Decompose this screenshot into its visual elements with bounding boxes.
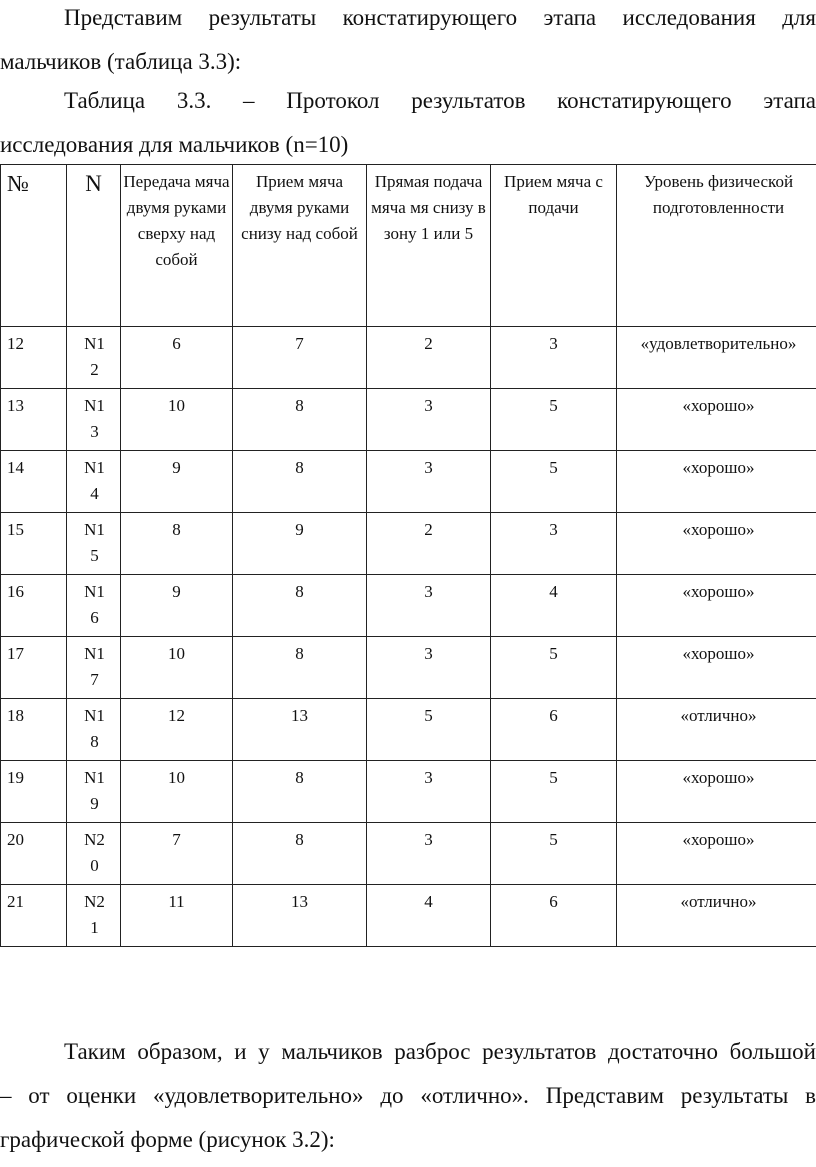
cell-receive-serve: 3 (491, 327, 617, 389)
cell-serve: 4 (367, 885, 491, 947)
cell-no: 13 (1, 389, 67, 451)
header-pass: Передача мяча двумя руками сверху над собой (121, 165, 233, 327)
cell-receive-serve: 5 (491, 451, 617, 513)
table-row (1, 885, 816, 947)
cell-serve: 2 (367, 327, 491, 389)
cell-receive-serve: 5 (491, 389, 617, 451)
cell-pass: 9 (121, 451, 233, 513)
cell-pass: 7 (121, 823, 233, 885)
header-level: Уровень физической подготовленности (617, 165, 816, 327)
intro-line-2: мальчиков (таблица 3.3): (0, 49, 242, 74)
cell-level: «хорошо» (617, 513, 816, 575)
intro-paragraph (0, 0, 816, 84)
header-serve: Прямая подача мяча мя снизу в зону 1 или 5 (367, 165, 491, 327)
cell-receive: 8 (233, 389, 367, 451)
caption-line-1: Таблица 3.3. – Протокол результатов констатирующего этапа (64, 88, 816, 113)
cell-receive-serve: 3 (491, 513, 617, 575)
table-row (1, 637, 816, 699)
cell-code: N16 (67, 575, 121, 637)
cell-no: 19 (1, 761, 67, 823)
table-row (1, 575, 816, 637)
cell-receive: 8 (233, 451, 367, 513)
cell-level: «хорошо» (617, 761, 816, 823)
results-table (0, 164, 816, 947)
cell-pass: 10 (121, 637, 233, 699)
table-body (1, 327, 816, 947)
header-receive-serve: Прием мяча с подачи (491, 165, 617, 327)
cell-serve: 3 (367, 761, 491, 823)
cell-level: «хорошо» (617, 575, 816, 637)
cell-code: N15 (67, 513, 121, 575)
cell-code: N14 (67, 451, 121, 513)
cell-level: «отлично» (617, 885, 816, 947)
cell-code: N21 (67, 885, 121, 947)
cell-code: N17 (67, 637, 121, 699)
header-no: № (1, 165, 67, 327)
cell-serve: 3 (367, 451, 491, 513)
cell-no: 16 (1, 575, 67, 637)
cell-no: 18 (1, 699, 67, 761)
conclusion-paragraph (0, 1030, 816, 1162)
cell-level: «хорошо» (617, 823, 816, 885)
cell-receive: 9 (233, 513, 367, 575)
cell-receive: 13 (233, 885, 367, 947)
cell-level: «удовлетворительно» (617, 327, 816, 389)
cell-receive-serve: 4 (491, 575, 617, 637)
cell-receive-serve: 6 (491, 885, 617, 947)
cell-receive-serve: 5 (491, 761, 617, 823)
cell-no: 14 (1, 451, 67, 513)
cell-code: N13 (67, 389, 121, 451)
cell-receive: 8 (233, 761, 367, 823)
cell-no: 20 (1, 823, 67, 885)
cell-level: «хорошо» (617, 451, 816, 513)
cell-receive: 8 (233, 575, 367, 637)
cell-code: N20 (67, 823, 121, 885)
cell-receive: 7 (233, 327, 367, 389)
cell-level: «хорошо» (617, 637, 816, 699)
cell-pass: 12 (121, 699, 233, 761)
table-row (1, 761, 816, 823)
cell-receive: 8 (233, 637, 367, 699)
cell-receive-serve: 5 (491, 637, 617, 699)
cell-level: «отлично» (617, 699, 816, 761)
cell-pass: 11 (121, 885, 233, 947)
header-n: N (67, 165, 121, 327)
intro-line-1: Представим результаты констатирующего этапа исследования для (64, 5, 816, 30)
cell-code: N19 (67, 761, 121, 823)
cell-receive: 8 (233, 823, 367, 885)
outro-line-2: – от оценки «удовлетворительно» до «отлично». Представим результаты в (0, 1083, 816, 1108)
cell-pass: 10 (121, 389, 233, 451)
cell-serve: 2 (367, 513, 491, 575)
cell-serve: 5 (367, 699, 491, 761)
cell-code: N12 (67, 327, 121, 389)
header-receive: Прием мяча двумя руками снизу над собой (233, 165, 367, 327)
cell-serve: 3 (367, 575, 491, 637)
outro-line-1: Таким образом, и у мальчиков разброс результатов достаточно большой (64, 1039, 816, 1064)
table-row (1, 513, 816, 575)
cell-pass: 9 (121, 575, 233, 637)
cell-level: «хорошо» (617, 389, 816, 451)
caption-line-2: исследования для мальчиков (n=10) (0, 132, 349, 157)
cell-code: N18 (67, 699, 121, 761)
table-row (1, 823, 816, 885)
cell-pass: 8 (121, 513, 233, 575)
cell-receive: 13 (233, 699, 367, 761)
cell-serve: 3 (367, 637, 491, 699)
table-row (1, 451, 816, 513)
cell-serve: 3 (367, 823, 491, 885)
cell-no: 21 (1, 885, 67, 947)
table-row (1, 699, 816, 761)
cell-pass: 6 (121, 327, 233, 389)
table-row (1, 327, 816, 389)
cell-no: 15 (1, 513, 67, 575)
cell-receive-serve: 5 (491, 823, 617, 885)
cell-no: 17 (1, 637, 67, 699)
cell-receive-serve: 6 (491, 699, 617, 761)
table-header-row (1, 165, 816, 327)
cell-pass: 10 (121, 761, 233, 823)
cell-serve: 3 (367, 389, 491, 451)
cell-no: 12 (1, 327, 67, 389)
table-caption (0, 79, 816, 167)
table-row (1, 389, 816, 451)
outro-line-3: графической форме (рисунок 3.2): (0, 1127, 335, 1152)
